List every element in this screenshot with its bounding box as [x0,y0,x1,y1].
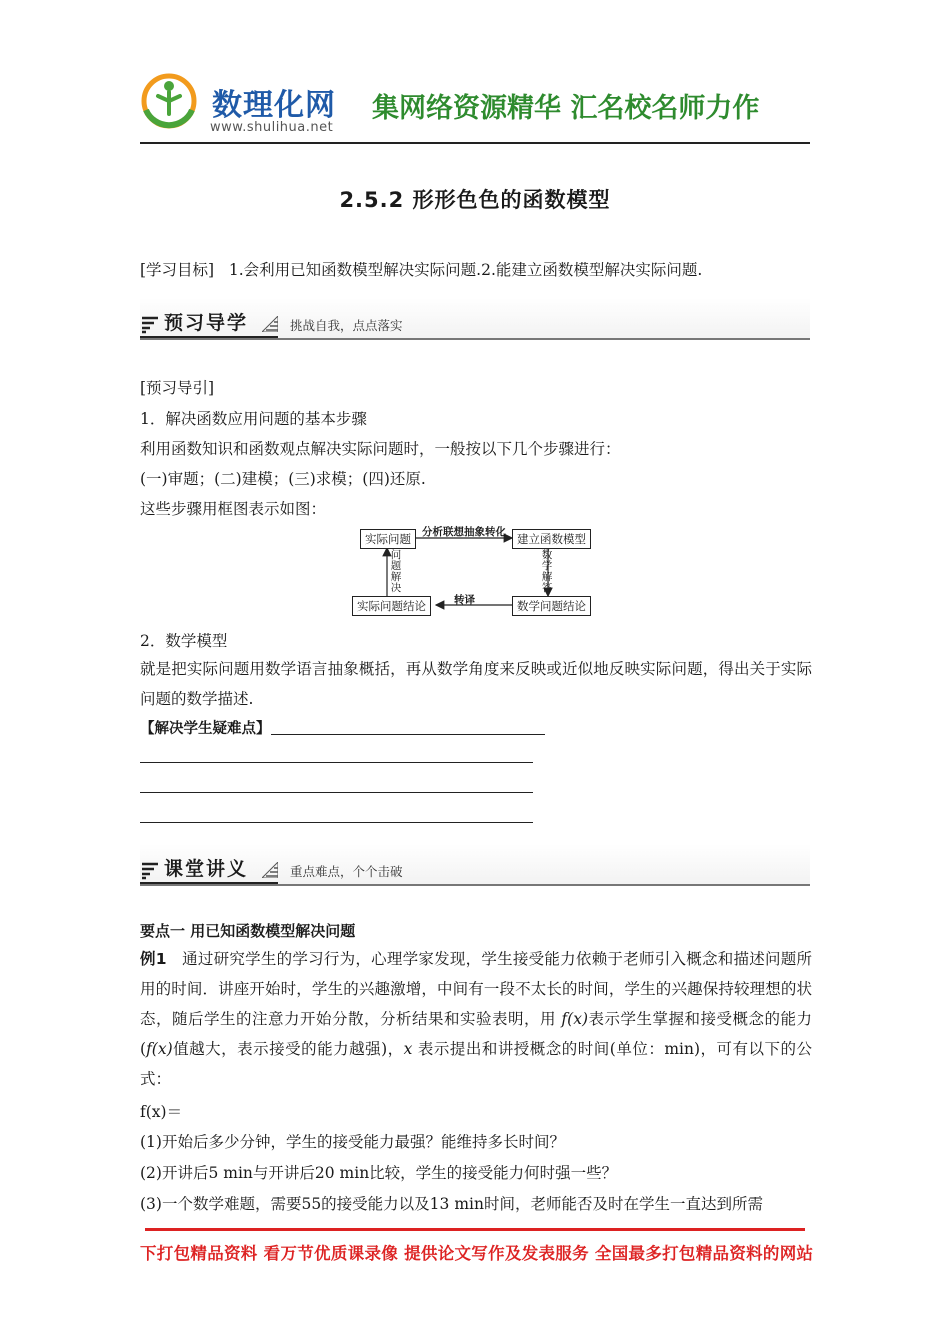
math-fx: f(x) [146,1040,173,1058]
example-text: 表示学生掌握和接受概念的能力( [140,1010,812,1058]
objectives-text: 1.会利用已知函数模型解决实际问题.2.能建立函数模型解决实际问题. [228,261,703,279]
stripes-icon [140,860,160,880]
formula: f(x)＝ [140,1103,183,1121]
section-rule [140,884,810,886]
flow-box-real-problem: 实际问题 [360,529,416,549]
flow-box-build-model: 建立函数模型 [512,529,591,549]
paragraph: (一)审题；(二)建模；(三)求模；(四)还原. [140,470,426,488]
blank-line [140,792,533,793]
question-3: (3)一个数学难题，需要55的接受能力以及13 min时间，老师能否及时在学生一直达到所需 [140,1195,763,1213]
corner-stripes-icon [262,316,278,332]
example-label: 例1 [140,950,167,968]
section-subheading: 重点难点，个个击破 [290,864,403,879]
section-bar-preview [140,298,810,340]
section-heading: 预习导学 [164,312,249,334]
flow-label-top: 分析联想抽象转化 [422,526,506,538]
brand-url[interactable]: www.shulihua.net [210,120,334,135]
stripes-icon [140,314,160,334]
math-fx: f(x) [561,1010,588,1028]
blank-line [140,822,533,823]
question-1: (1)开始后多少分钟，学生的接受能力最强？能维持多长时间？ [140,1133,565,1151]
footer-divider [145,1228,805,1231]
example-text: 通过研究学生的学习行为，心理学家发现，学生接受能力依赖于老师引入概念和描述问题所用的时间．讲座开始时，学生的兴趣激增，中间有一段不太长的时间，学生的兴趣保持较理想的状态，随后学生的注意力开始分散，分析结果和实验表明，用 [140,950,812,1028]
doubts-label-text: 【解决学生疑难点】 [140,721,271,737]
flow-label-bottom: 转译 [454,594,475,606]
header-divider [140,142,810,144]
paragraph: 利用函数知识和函数观点解决实际问题时，一般按以下几个步骤进行： [140,440,621,458]
blank-line [271,734,545,735]
learning-objectives [140,258,702,280]
key-point-heading: 要点一 用已知函数模型解决问题 [140,922,356,940]
doubts-label [140,717,545,738]
flow-label-left: 问题解决 [390,549,402,594]
section-bar-lecture [140,844,810,886]
flow-label-right: 数学解答 [541,549,553,594]
math-x: x [403,1040,413,1058]
blank-line [140,762,533,763]
section-rule [140,338,810,340]
header-slogan: 集网络资源精华 汇名校名师力作 [372,93,760,124]
example-paragraph [140,944,812,1094]
flow-box-math-conclusion: 数学问题结论 [512,596,591,616]
step-heading: 1．解决函数应用问题的基本步骤 [140,410,367,428]
section-heading: 课堂讲义 [164,858,249,880]
corner-stripes-icon [262,862,278,878]
example-text: 表示提出和讲授概念的时间(单位：min)，可有以下的公式： [140,1040,812,1088]
objectives-label: [学习目标] [140,261,215,279]
flowchart [352,520,600,618]
flow-box-real-conclusion: 实际问题结论 [352,596,431,616]
footer-ad[interactable]: 下打包精品资料 看万节优质课录像 提供论文写作及发表服务 全国最多打包精品资料的网站 [140,1244,814,1263]
paragraph: 这些步骤用框图表示如图： [140,500,327,518]
section-subheading: 挑战自我，点点落实 [290,318,403,333]
page-title: 2.5.2 形形色色的函数模型 [339,188,611,212]
step-heading: 2．数学模型 [140,632,228,650]
preview-label: [预习导引] [140,379,215,397]
site-logo-icon [140,70,198,136]
brand-name: 数理化网 [212,88,336,123]
question-2: (2)开讲后5 min与开讲后20 min比较，学生的接受能力何时强一些？ [140,1164,618,1182]
example-text: 值越大，表示接受的能力越强)， [172,1040,404,1058]
paragraph: 就是把实际问题用数学语言抽象概括，再从数学角度来反映或近似地反映实际问题，得出关于实际问题的数学描述. [140,660,812,708]
